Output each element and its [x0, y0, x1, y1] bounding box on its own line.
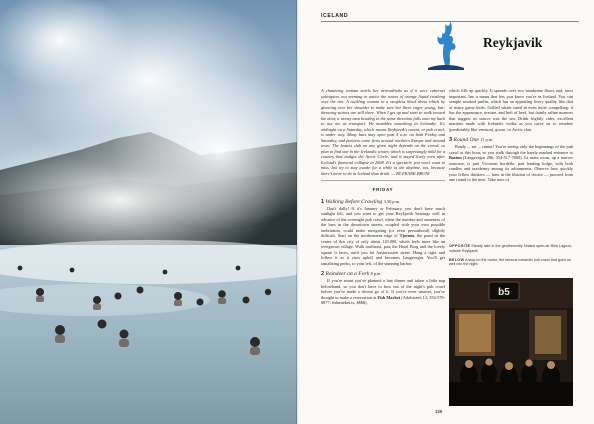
item-body-text: Ready ... set ... runtur! You're seeing only the beginnings of the pub crawl at this hour, so you walk through the barely marked entrance to	[449, 144, 573, 155]
venue-name: Boston	[449, 155, 462, 160]
item-body	[449, 144, 573, 183]
continued-paragraph: which fills up quickly. It spreads over two handsome floors and, most important, has a menu that lets you know you're in Iceland. You can sample smoked puffin, which has an appealing livery quality like that of many game birds. Grilled whale sated in even more compelling: it has the appearance, texture, and heft of beef, but faintly saline nuances that suggest its source was the sea. Drink frightly cider, excellent martinis made with Icelandic vodka as you carve on to reindeer (predictably like venison), goose, or Arctic char.	[449, 88, 573, 132]
item-title: Round One	[453, 137, 479, 143]
item-heading	[321, 198, 445, 206]
caption-text: A stop on the runtur, the famous Icelandic pub crawl that goes on well into the night.	[449, 257, 572, 267]
item-body-text: (Adalstraeti 12; 354-578-8877; fishmarket.is; $$$$),	[321, 294, 446, 305]
caption-text: Steady lake in the geothermally heated open-air Blue Lagoon, outside Reykjavik.	[449, 244, 573, 253]
caption-below	[449, 258, 573, 268]
item-time: 11 p.m.	[480, 137, 494, 142]
text-column-right	[449, 88, 573, 183]
text-column-left	[321, 88, 445, 306]
day-label: FRIDAY	[372, 187, 394, 192]
item-body	[321, 206, 445, 267]
item-body-text: (Laugavegur 28b; 354-517-7800). Its main room, up a narrow staircase, is part Victorian bordello, part lending lodge, with both candles and taxidermy among its adornments. Observe how quickly your fellow drinkers — later in the libation of choice — proceed from one round to the next. Take note of	[449, 155, 573, 182]
caption-lead: BELOW	[449, 257, 465, 262]
article-page	[299, 0, 594, 424]
venue-name: Tjornin	[399, 233, 414, 238]
item-number: 2	[321, 271, 325, 277]
item-body-text: Don't dally! If it's January or February, you don't have much sunlight left, and you want to get your Reykjavik bearings well in advance of the overnight pub crawl, when the number and sameness of the bars in the downtown streets, coupled with your own possible inebriation, could make navigating (or even personhood) slightly difficult. Start on the northeastern edge of	[321, 205, 445, 238]
item-body-text: , the pond in the center of this city of only about 120,000, which feels more like an overgrown village. Walk northeast, past the Hotel Borg and the lovely square it faces, until you hit Austurstraeti street. Hang a right and follow it as it rises uphill and becomes Laugavegur. You'll get tantalizing peeks, to your left, of the stunning harbor.	[321, 233, 445, 266]
page-title: Reykjavik	[483, 35, 543, 50]
page-number: 129	[435, 409, 442, 414]
photo-captions	[449, 244, 573, 271]
day-rule	[321, 180, 445, 181]
pub-crawl-photo	[449, 278, 573, 406]
item-time: 8 p.m.	[370, 271, 382, 276]
venue-name: Fish Market	[377, 294, 401, 300]
item-body	[321, 278, 445, 306]
item-number: 3	[449, 137, 453, 143]
bar-sign: b5	[498, 287, 510, 298]
item-body-text: If you're smart you've planned a late dinner and taken a little nap beforehand, so you don't have to bow out of the night's pub crawl before you've made a decent go of it. If you're even smarter, you've thought to make a reservation at	[321, 278, 445, 300]
caption-lead: OPPOSITE	[449, 244, 471, 248]
item-heading	[321, 270, 445, 278]
item-heading	[449, 136, 573, 144]
item-number: 1	[321, 198, 325, 205]
item-title: Walking Before Crawling	[325, 198, 383, 205]
caption-opposite	[449, 244, 573, 254]
item-time: 3:30 p.m.	[383, 198, 401, 204]
geyser-logo-icon	[426, 16, 466, 72]
intro-paragraph: A chattering woman swirls her arrowdrinks as if it were cabernet sauvignon, not seeming to notice the waves of orange liquid crashing over the rim. A cackling woman in a strapless black dress which by glancing over her shoulder to make sure her three eager young, bar-throwing suitors are still there. When I get up and start to walk toward the door, a woozy man heading in the same direction falls onto my back to use me as transport. He mumbles something in Icelandic. It's midnight on a Saturday, which means Reykjavik's runtur, or pub crawl, is under way. Many bars may open past 4 a.m. on both Friday and Saturday, and partiers come from around northern Europe and around town. The hottest club on any given night depends on the crowd, so plan to find one in the Icelandic winter, which is surprisingly mild for a country that nudges the Arctic Circle, and it stayed lively even after Iceland's financial collapse in 2008. It's a spectacle you won't want to miss, but try to stay awake for a while in the daytime, too, because there's more to do in Iceland than drink. — BY FRANK BRUNI	[321, 88, 445, 176]
pub-photo-art	[449, 278, 573, 406]
item-title: Reindeer on a Fork	[325, 271, 370, 277]
section-label: ICELAND	[321, 13, 349, 19]
